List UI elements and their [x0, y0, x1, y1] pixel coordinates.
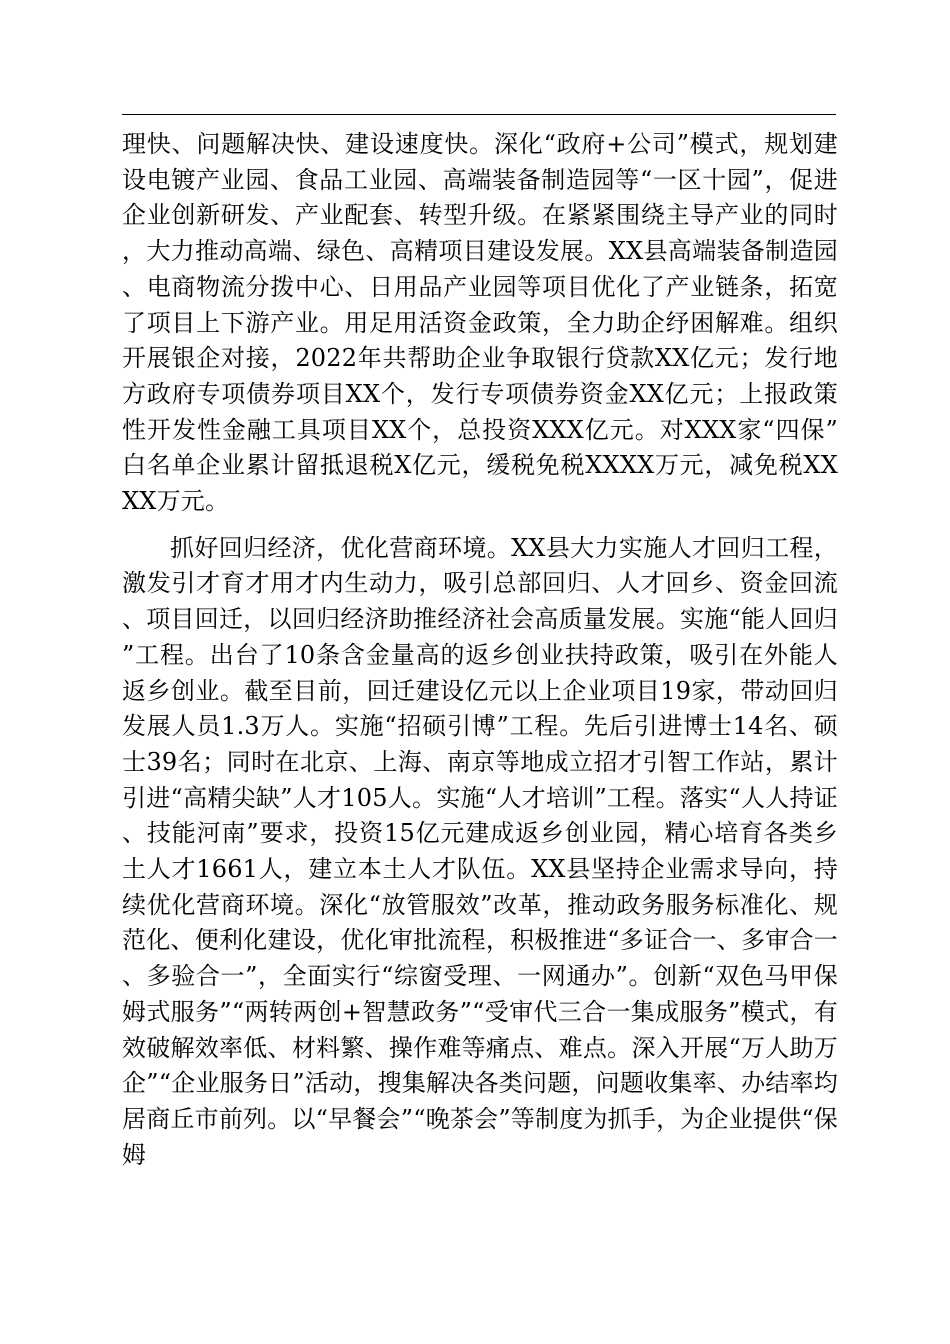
body-text [122, 127, 838, 1173]
header-rule [122, 114, 836, 115]
paragraph-continuation: 理快、问题解决快、建设速度快。深化“政府+公司”模式，规划建设电镀产业园、食品工业园、高端装备制造园等“一区十园”，促进企业创新研发、产业配套、转型升级。在紧紧围绕主导产业的同时，大力推动高端、绿色、高精项目建设发展。XX县高端装备制造园、电商物流分拨中心、日用品产业园等项目优化了产业链条，拓宽了项目上下游产业。用足用活资金政策，全力助企纾困解难。组织开展银企对接，2022年共帮助企业争取银行贷款XX亿元；发行地方政府专项债券项目XX个，发行专项债券资金XX亿元；上报政策性开发性金融工具项目XX个，总投资XXX亿元。对XXX家“四保”白名单企业累计留抵退税X亿元，缓税免税XXXX万元，减免税XXXX万元。 [122, 130, 838, 516]
paragraph-return-economy: 抓好回归经济，优化营商环境。XX县大力实施人才回归工程，激发引才育才用才内生动力，吸引总部回归、人才回乡、资金回流、项目回迁，以回归经济助推经济社会高质量发展。实施“能人回归”工程。出台了10条含金量高的返乡创业扶持政策，吸引在外能人返乡创业。截至目前，回迁建设亿元以上企业项目19家，带动回归发展人员1.3万人。实施“招硕引博”工程。先后引进博士14名、硕士39名；同时在北京、上海、南京等地成立招才引智工作站，累计引进“高精尖缺”人才105人。实施“人才培训”工程。落实“人人持证、技能河南”要求，投资15亿元建成返乡创业园，精心培育各类乡土人才1661人，建立本土人才队伍。XX县坚持企业需求导向，持续优化营商环境。深化“放管服效”改革，推动政务服务标准化、规范化、便利化建设，优化审批流程，积极推进“多证合一、多审合一、多验合一”，全面实行“综窗受理、一网通办”。创新“双色马甲保姆式服务”“两转两创+智慧政务”“受审代三合一集成服务”模式，有效破解效率低、材料繁、操作难等痛点、难点。深入开展“万人助万企”“企业服务日”活动，搜集解决各类问题，问题收集率、办结率均居商丘市前列。以“早餐会”“晚茶会”等制度为抓手，为企业提供“保姆 [122, 533, 838, 1169]
